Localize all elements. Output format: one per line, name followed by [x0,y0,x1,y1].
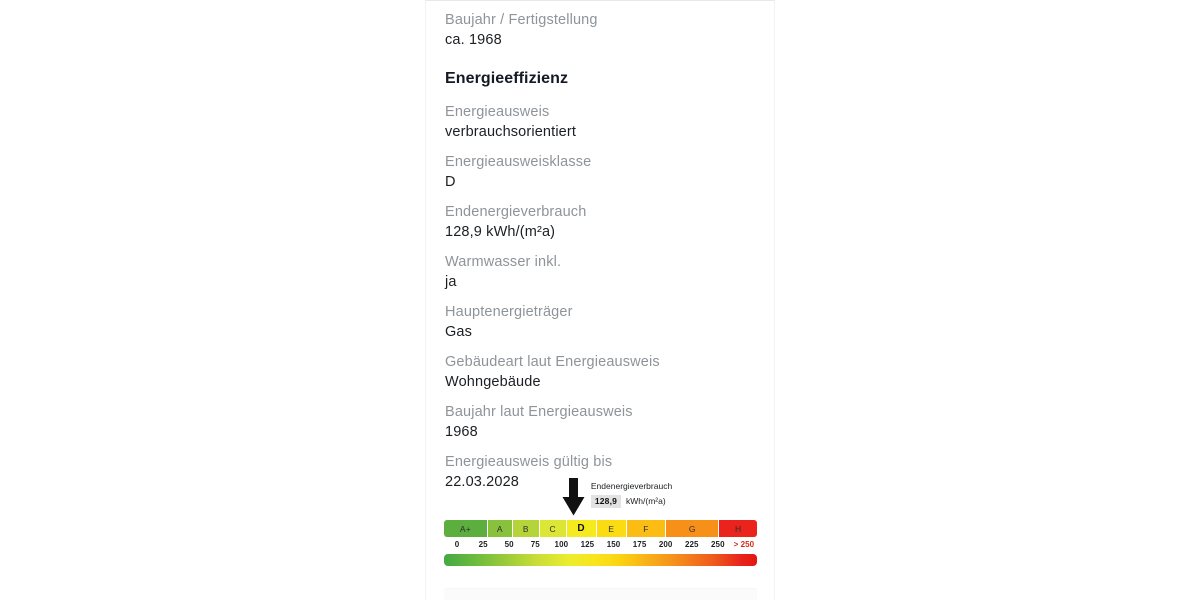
field-label: Hauptenergieträger [445,304,573,320]
field-label: Energieausweis gültig bis [445,454,613,470]
energy-tick-label: 150 [606,540,621,549]
energy-tick-label: 25 [478,540,488,549]
energy-tick-label: 200 [658,540,673,549]
energy-tick-label: 250 [711,540,725,549]
energy-tick-label: 225 [684,540,699,549]
energy-tick-label: 0 [454,540,460,549]
energy-scale-value-badge: 128,9 [591,495,621,508]
section-heading-energieeffizienz: Energieeffizienz [445,70,569,87]
field-value: verbrauchsorientiert [445,124,577,140]
energy-band-c: C [540,520,567,537]
energy-band-h: H [719,520,757,537]
energy-scale-callout-value-row [591,495,751,508]
field-label: Baujahr laut Energieausweis [445,404,633,420]
energy-tick-label: 75 [530,540,540,549]
energy-band-e: E [597,520,627,537]
field-hauptenergietraeger [445,303,755,342]
field-value: Gas [445,324,473,340]
down-arrow-icon [562,478,585,516]
energy-tick-label: > 250 [733,540,755,549]
field-value: 128,9 kWh/(m²a) [445,224,556,240]
energy-scale-pointer-row [444,478,757,520]
field-value: 1968 [445,424,478,440]
field-label: Baujahr / Fertigstellung [445,12,598,28]
field-label: Gebäudeart laut Energieausweis [445,354,660,370]
field-value: ca. 1968 [445,32,502,48]
next-section-peek [444,588,757,600]
field-gebaeudeart [445,353,755,392]
energy-scale-gradient-bar [444,554,757,566]
energy-scale-unit-label: kWh/(m²a) [626,496,666,506]
energy-scale-chart [444,478,757,566]
energy-tick-label: 125 [580,540,595,549]
energy-band-aplus: A+ [444,520,488,537]
field-energieausweisklasse [445,153,755,192]
field-value: Wohngebäude [445,374,541,390]
energy-tick-label: 175 [632,540,647,549]
field-label: Energieausweisklasse [445,154,592,170]
field-value: ja [445,274,457,290]
field-endenergieverbrauch [445,203,755,242]
energy-band-g: G [666,520,719,537]
energy-scale-bands [444,520,757,537]
energy-scale-callout-title: Endenergieverbrauch [590,481,673,491]
energy-scale-callout [591,480,751,508]
energy-band-b: B [513,520,540,537]
energy-tick-label: 50 [504,540,514,549]
energy-scale-tick-labels [444,538,757,551]
energy-tick-label: 100 [554,540,569,549]
field-warmwasser-inkl [445,253,755,292]
field-baujahr-fertigstellung [445,1,755,50]
field-value: D [445,174,456,190]
field-energieausweis [445,103,755,142]
energy-band-f: F [627,520,666,537]
field-value: 22.03.2028 [445,474,520,490]
field-label: Endenergieverbrauch [445,204,587,220]
field-label: Energieausweis [445,104,550,120]
field-label: Warmwasser inkl. [445,254,562,270]
energy-band-d: D [567,520,597,537]
field-baujahr-laut-energieausweis [445,403,755,442]
energy-band-a: A [488,520,513,537]
